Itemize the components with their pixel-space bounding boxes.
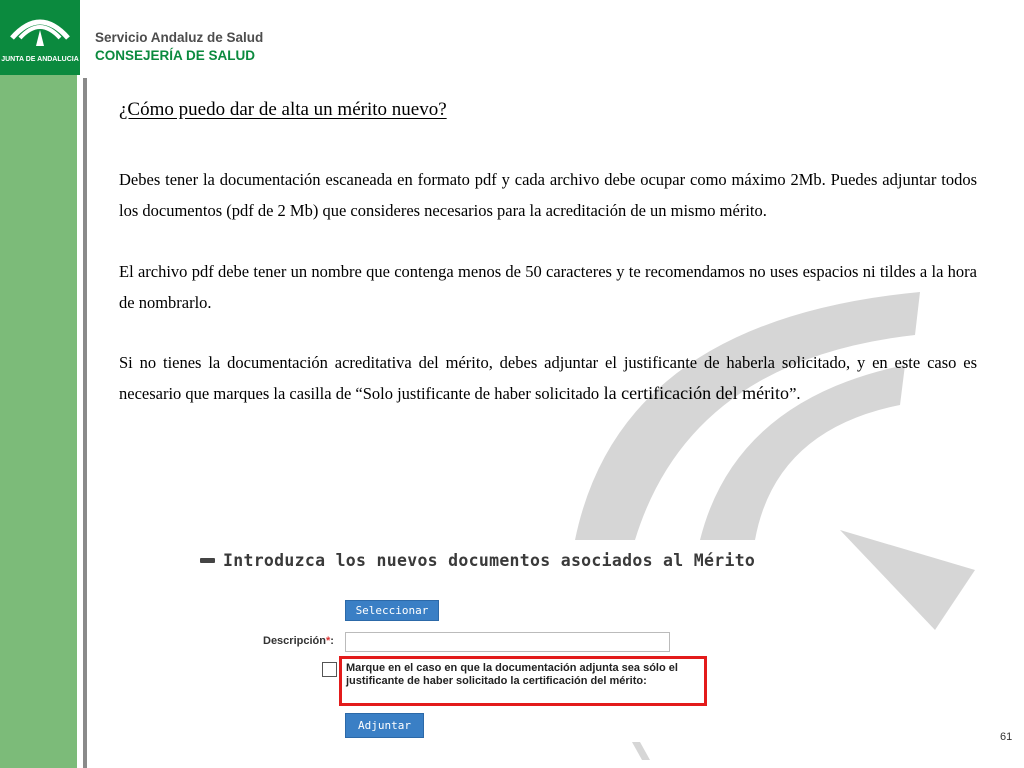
paragraph-1: Debes tener la documentación escaneada en formato pdf y cada archivo debe ocupar como máximo 2Mb. Puedes adjuntar todos los documentos (pdf de 2 Mb) que consideres necesarios para la acreditación de un mismo mérito. (119, 170, 977, 220)
paragraph-3-close: ”. (789, 384, 801, 403)
justificante-checkbox[interactable] (322, 662, 337, 677)
paragraph-3-start: Si no tienes la documentación acreditativa del mérito, debes adjuntar el justificante de haberla solicitado, y en este caso es necesario que marques la casilla de “Solo justificante de haber solicitado (119, 353, 977, 403)
form-section-header (200, 551, 755, 570)
description-label-colon: : (330, 635, 334, 647)
slide-title: ¿Cómo puedo dar de alta un mérito nuevo? (119, 99, 447, 120)
vertical-divider (83, 78, 87, 768)
paragraph-3-emphasis: la certificación del mérito (599, 383, 790, 403)
description-input[interactable] (345, 632, 670, 652)
paragraph-3 (119, 347, 977, 409)
org-name: Servicio Andaluz de Salud (95, 30, 264, 45)
svg-text:JUNTA DE ANDALUCIA: JUNTA DE ANDALUCIA (1, 56, 79, 63)
form-section-title: Introduzca los nuevos documentos asociados al Mérito (223, 551, 756, 570)
paragraph-2: El archivo pdf debe tener un nombre que contenga menos de 50 caracteres y te recomendamos no uses espacios ni tildes a la hora de nombrarlo. (119, 262, 977, 312)
attach-button[interactable]: Adjuntar (345, 713, 424, 738)
description-label (263, 635, 334, 647)
page-number: 61 (1000, 731, 1013, 743)
select-file-button[interactable]: Seleccionar (345, 600, 439, 621)
junta-de-andalucia-logo-icon (0, 0, 80, 75)
collapse-dash-icon[interactable] (200, 558, 215, 563)
left-green-band (0, 0, 77, 768)
required-mark: * (325, 635, 331, 647)
description-label-text: Descripción (263, 635, 326, 647)
checkbox-label: Marque en el caso en que la documentación adjunta sea sólo el justificante de haber solicitado la certificación del mérito: (346, 662, 678, 687)
org-department: CONSEJERÍA DE SALUD (95, 48, 256, 63)
